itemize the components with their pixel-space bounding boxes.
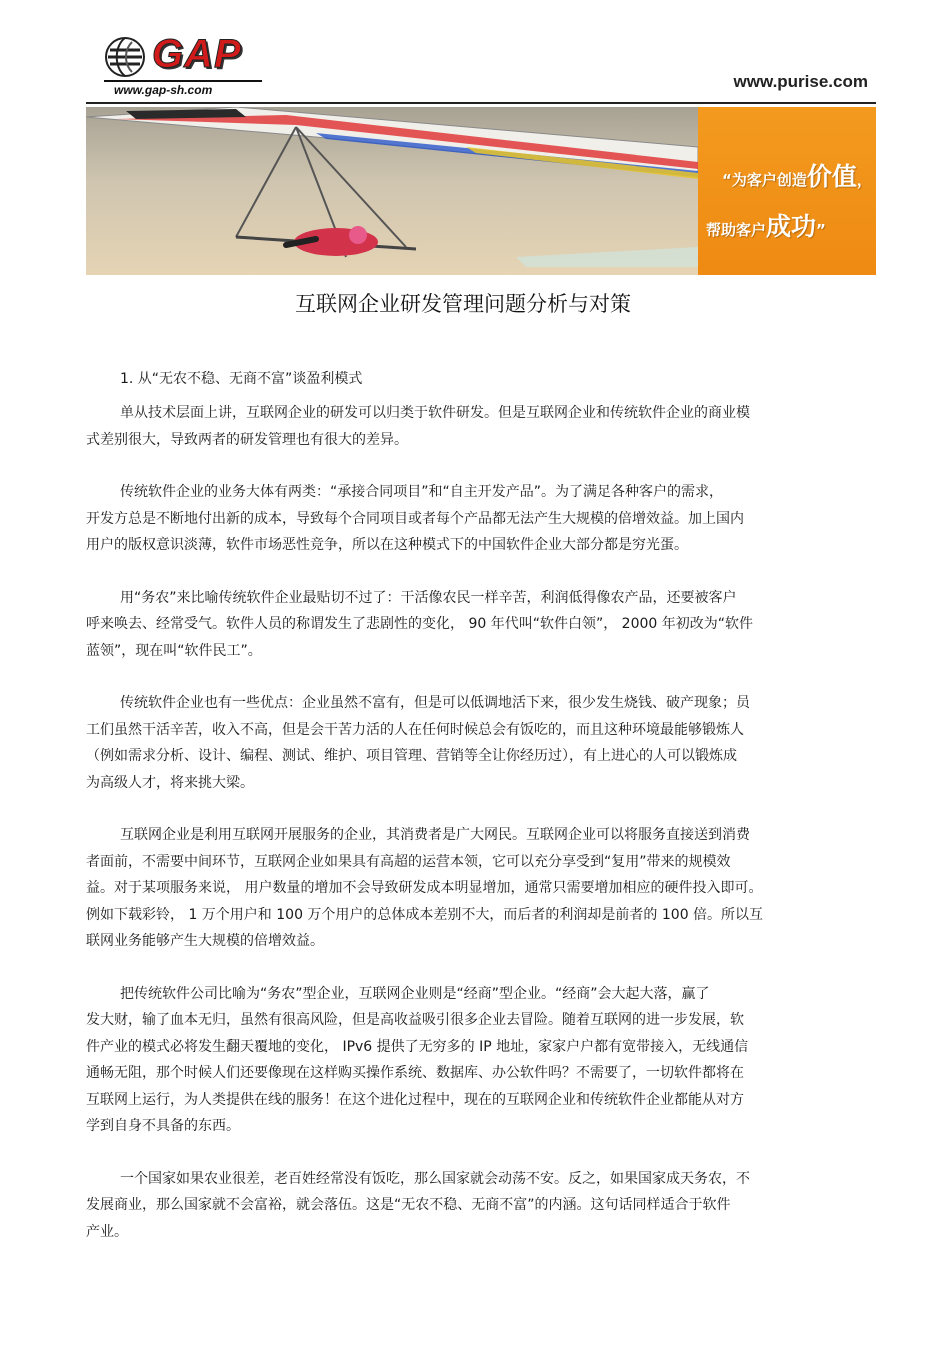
paragraph-line: 通畅无阻，那个时候人们还要像现在这样购买操作系统、数据库、办公软件吗？不需要了，一切软件都将在	[86, 1065, 744, 1081]
logo-divider	[104, 80, 262, 82]
paragraph-line: 互联网上运行，为人类提供在线的服务！在这个进化过程中，现在的互联网企业和传统软件企业都能从对方	[86, 1091, 744, 1108]
document-body	[86, 370, 870, 1271]
paragraph-line: 开发方总是不断地付出新的成本，导致每个合同项目或者每个产品都无法产生大规模的倍增效益。加上国内	[86, 510, 744, 527]
paragraph-line: 一个国家如果农业很差，老百姓经常没有饭吃，那么国家就会动荡不安。反之，如果国家成天务农，不	[120, 1170, 750, 1187]
paragraph-line: 用户的版权意识淡薄，软件市场恶性竞争，所以在这种模式下的中国软件企业大部分都是穷光蛋。	[86, 537, 688, 553]
paragraph-line: 学到自身不具备的东西。	[86, 1118, 240, 1134]
slogan-line-2: 帮助客户成功”	[706, 212, 826, 241]
paragraph-1	[86, 400, 870, 453]
paragraph-line: 者面前，不需要中间环节，互联网企业如果具有高超的运营本领，它可以充分享受到“复用”带来的规模效	[86, 853, 731, 870]
site-url-link[interactable]: www.purise.com	[733, 72, 868, 91]
paragraph-line: 产业。	[86, 1223, 128, 1240]
paragraph-5	[86, 822, 870, 955]
paragraph-line: 发大财，输了血本无归，虽然有很高风险，但是高收益吸引很多企业去冒险。随着互联网的进一步发展，软	[86, 1012, 744, 1028]
paragraph-line: 传统软件企业也有一些优点：企业虽然不富有，但是可以低调地活下来，很少发生烧钱、破产现象；员	[120, 695, 750, 711]
logo-url-link[interactable]: www.gap-sh.com	[114, 83, 213, 97]
paragraph-line: 为高级人才，将来挑大梁。	[86, 774, 254, 791]
paragraph-line: 传统软件企业的业务大体有两类：“承接合同项目”和“自主开发产品”。为了满足各种客户的需求，	[120, 484, 724, 500]
banner	[86, 107, 876, 275]
logo-wordmark: GAP	[152, 32, 242, 76]
paragraph-line: 式差别很大，导致两者的研发管理也有很大的差异。	[86, 431, 408, 448]
document-title: 互联网企业研发管理问题分析与对策	[295, 292, 631, 316]
paragraph-6	[86, 981, 870, 1140]
paragraph-line: （例如需求分析、设计、编程、测试、维护、项目管理、营销等全让你经历过），有上进心的人可以锻炼成	[86, 748, 737, 764]
paragraph-line: 联网业务能够产生大规模的倍增效益。	[86, 933, 324, 949]
paragraph-line: 单从技术层面上讲，互联网企业的研发可以归类于软件研发。但是互联网企业和传统软件企业的商业模	[120, 405, 750, 421]
hang-glider-photo	[86, 107, 698, 275]
paragraph-3	[86, 585, 870, 665]
paragraph-4	[86, 690, 870, 796]
paragraph-line: 呼来唤去、经常受气。软件人员的称谓发生了悲剧性的变化， 90 年代叫“软件白领”， 2000 年初改为“软件	[86, 616, 754, 632]
paragraph-2	[86, 479, 870, 559]
paragraph-line: 件产业的模式必将发生翻天覆地的变化， IPv6 提供了无穷多的 IP 地址，家家户户都有宽带接入，无线通信	[86, 1038, 749, 1055]
gap-logo[interactable]	[94, 28, 262, 100]
paragraph-line: 互联网企业是利用互联网开展服务的企业，其消费者是广大网民。互联网企业可以将服务直接送到消费	[120, 827, 750, 843]
paragraph-line: 发展商业，那么国家就不会富裕，就会落伍。这是“无农不稳、无商不富”的内涵。这句话同样适合于软件	[86, 1197, 731, 1213]
paragraph-line: 蓝领”，现在叫“软件民工”。	[86, 642, 262, 659]
paragraph-line: 把传统软件公司比喻为“务农”型企业，互联网企业则是“经商”型企业。“经商”会大起大落，赢了	[120, 985, 710, 1002]
header-divider	[86, 102, 876, 104]
gap-globe-icon	[104, 36, 146, 78]
paragraph-line: 益。对于某项服务来说， 用户数量的增加不会导致研发成本明显增加，通常只需要增加相应的硬件投入即可。	[86, 880, 763, 896]
paragraph-line: 工们虽然干活辛苦，收入不高，但是会干苦力活的人在任何时候总会有饭吃的，而且这种环境最能够锻炼人	[86, 721, 744, 738]
slogan-line-1: “为客户创造价值，	[722, 162, 872, 191]
paragraph-7	[86, 1166, 870, 1246]
section-heading: 1. 从“无农不稳、无商不富”谈盈利模式	[120, 371, 363, 387]
paragraph-line: 用“务农”来比喻传统软件企业最贴切不过了：干活像农民一样辛苦，利润低得像农产品，还要被客户	[120, 589, 737, 606]
paragraph-line: 例如下载彩铃， 1 万个用户和 100 万个用户的总体成本差别不大，而后者的利润却是前者的 100 倍。所以互	[86, 906, 764, 923]
page-header	[86, 24, 878, 104]
slogan-panel	[698, 107, 876, 275]
